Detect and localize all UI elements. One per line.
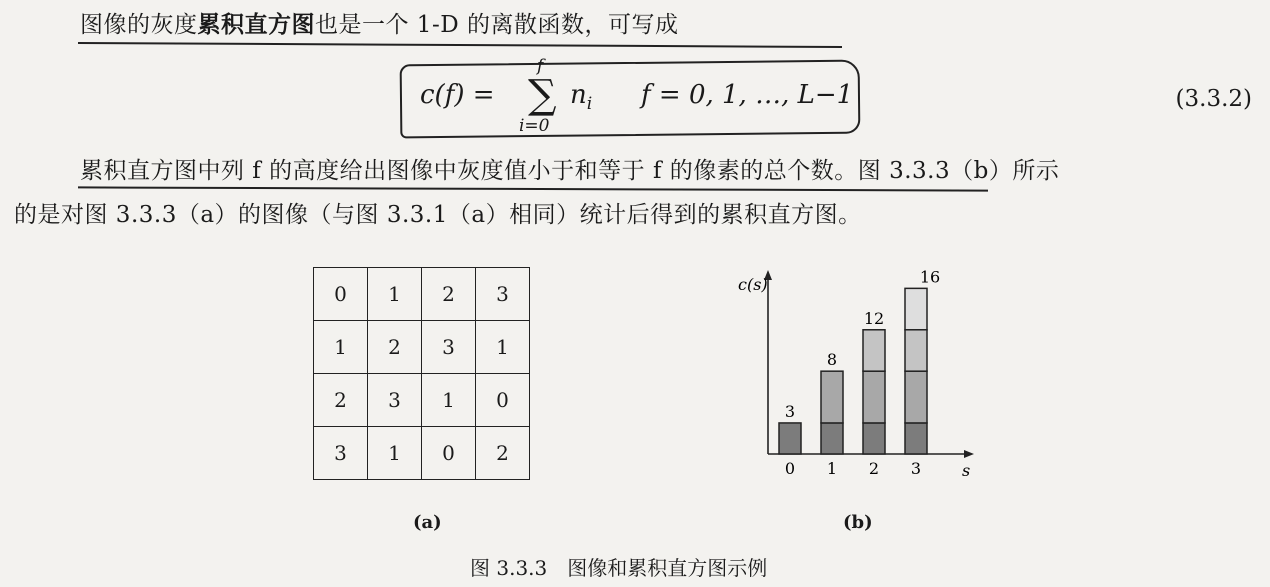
- grid-cell: 2: [368, 321, 422, 374]
- sum-upper-limit: f: [537, 56, 544, 76]
- paragraph-line-3: 的是对图 3.3.3（a）的图像（与图 3.3.1（a）相同）统计后得到的累积直方图。: [14, 202, 862, 228]
- handwritten-underline: [78, 42, 842, 48]
- bar-segment: [905, 288, 927, 329]
- y-axis-label: c(s): [738, 275, 768, 294]
- grid-cell: 3: [368, 374, 422, 427]
- formula-summand: $n_i$: [570, 80, 593, 115]
- grid-cell: 1: [368, 268, 422, 321]
- x-tick-label: 2: [868, 459, 880, 478]
- grid-row: [314, 321, 530, 374]
- grid-cell: 1: [368, 427, 422, 480]
- grid-cell: 3: [476, 268, 530, 321]
- grid-cell: 2: [314, 374, 368, 427]
- grid-cell: 1: [314, 321, 368, 374]
- grid-cell: 2: [422, 268, 476, 321]
- bar-segment: [905, 330, 927, 371]
- equation-number: (3.3.2): [1175, 86, 1252, 112]
- handwritten-underline: [78, 186, 988, 191]
- text-segment: 也是一个 1-D 的离散函数，可写成: [315, 12, 679, 38]
- bar-data-label: 12: [863, 308, 885, 328]
- grid-row: [314, 374, 530, 427]
- x-tick-label: 1: [826, 459, 838, 478]
- bar-segment: [905, 371, 927, 423]
- bar-data-label: 8: [826, 350, 838, 370]
- bar-segment: [821, 423, 843, 454]
- grid-cell: 1: [476, 321, 530, 374]
- bar-segment: [821, 371, 843, 423]
- grid-cell: 0: [476, 374, 530, 427]
- grid-cell: 0: [314, 268, 368, 321]
- formula-lhs: c(f) =: [420, 80, 495, 110]
- x-tick-label: 3: [910, 459, 922, 478]
- grid-row: [314, 427, 530, 480]
- bar-data-label: 3: [784, 401, 796, 421]
- paragraph-line-2: 累积直方图中列 f 的高度给出图像中灰度值小于和等于 f 的像素的总个数。图 3.3.3（b）所示: [80, 158, 1060, 184]
- bar-segment: [863, 423, 885, 454]
- bar-segment: [779, 423, 801, 454]
- sum-lower-limit: i=0: [519, 116, 550, 136]
- term-cumulative-histogram: 累积直方图: [197, 11, 315, 38]
- bar-segment: [863, 371, 885, 423]
- x-axis-label: s: [962, 461, 971, 480]
- bar-segment: [905, 423, 927, 454]
- grid-cell: 0: [422, 427, 476, 480]
- image-grid: [313, 267, 530, 480]
- sum-symbol: ∑: [528, 72, 557, 118]
- x-axis-arrow: [964, 450, 974, 458]
- caption-a: (a): [413, 512, 442, 533]
- paragraph-line-1: [80, 10, 678, 40]
- grid-cell: 3: [422, 321, 476, 374]
- grid-cell: 2: [476, 427, 530, 480]
- grid-row: [314, 268, 530, 321]
- caption-b: (b): [843, 512, 873, 533]
- x-tick-label: 0: [784, 459, 796, 478]
- formula-condition: f = 0, 1, …, L−1: [641, 80, 854, 110]
- grid-cell: 3: [314, 427, 368, 480]
- text-segment: 图像的灰度: [80, 12, 198, 38]
- cumulative-histogram-chart: [720, 262, 980, 494]
- bar-data-label: 16: [919, 267, 941, 287]
- figure-caption: 图 3.3.3 图像和累积直方图示例: [470, 556, 768, 580]
- grid-cell: 1: [422, 374, 476, 427]
- bar-segment: [863, 330, 885, 371]
